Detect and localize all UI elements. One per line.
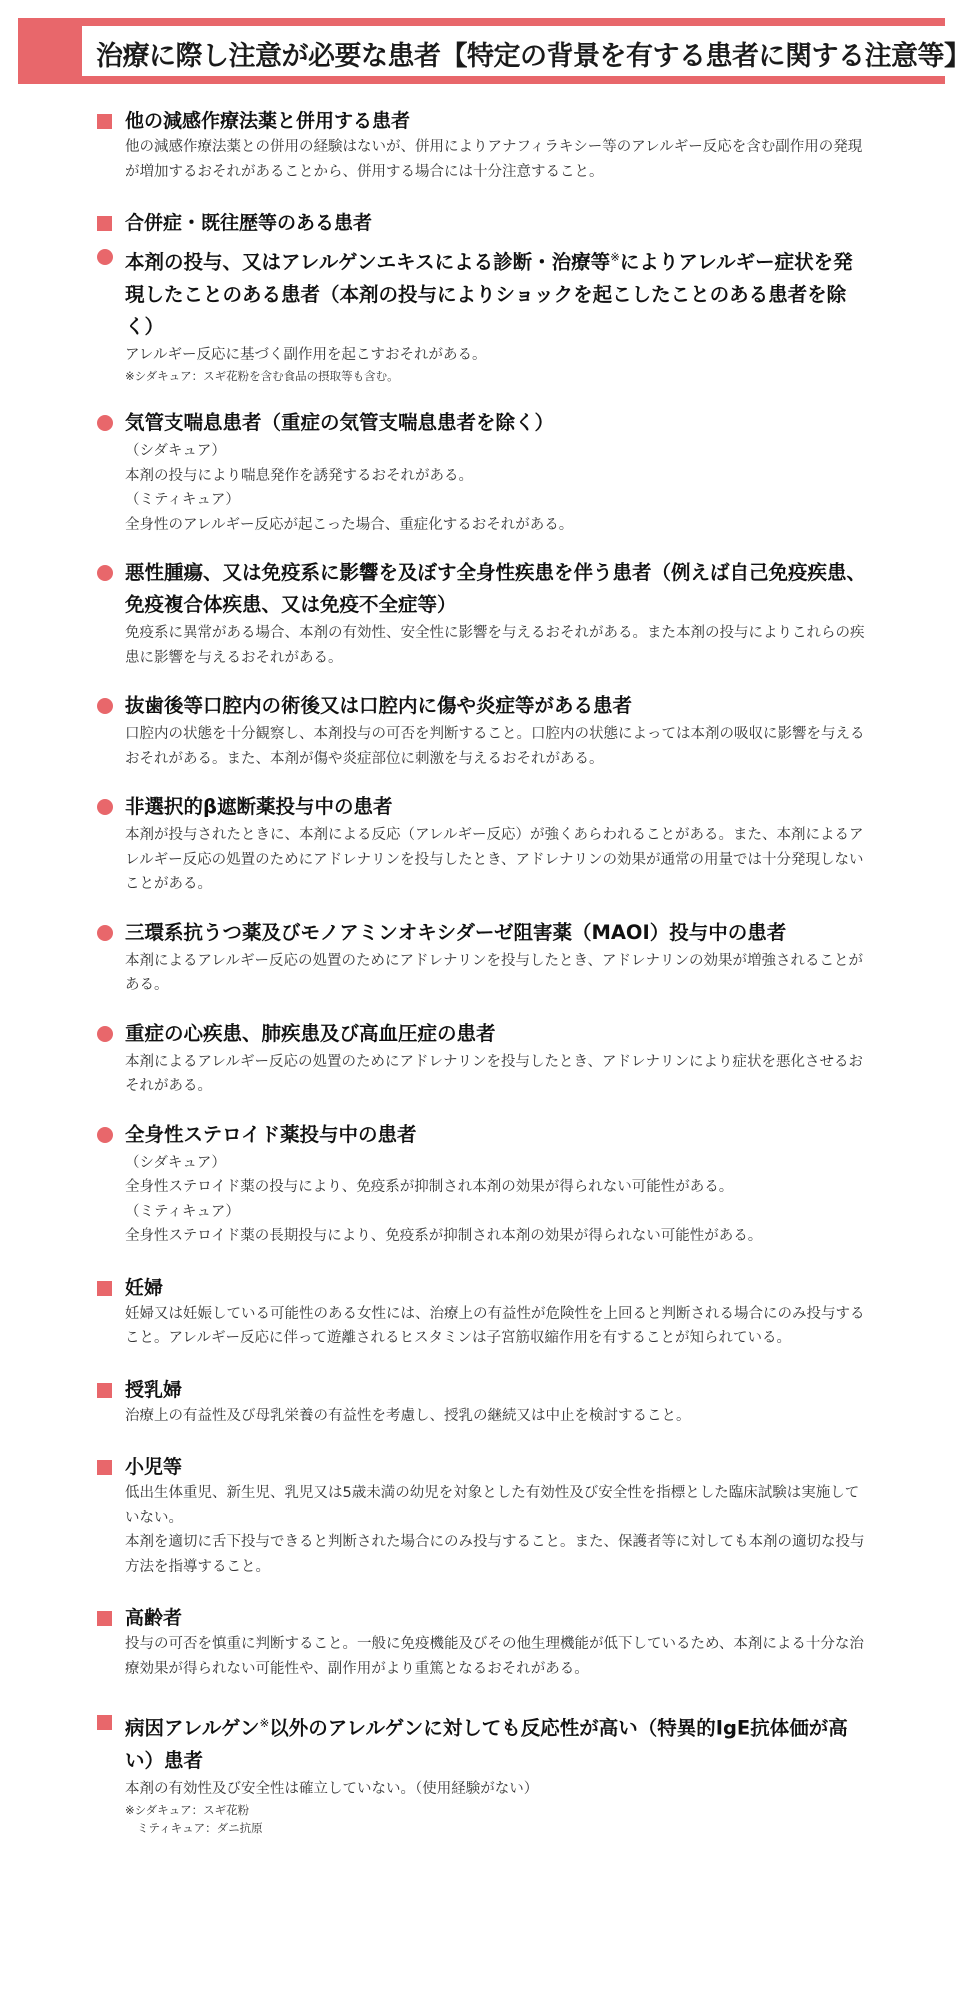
heading-text: 全身性ステロイド薬投与中の患者 (125, 1122, 417, 1146)
square-bullet-icon (97, 1383, 112, 1398)
subsection-oral-surgery (97, 690, 867, 771)
heading-text: 悪性腫瘍、又は免疫系に影響を及ぼす全身性疾患を伴う患者（例えば自己免疫疾患、免疫複合体疾患、又は免疫不全症等） (125, 561, 867, 616)
circle-bullet-icon (97, 1127, 113, 1143)
circle-bullet-icon (97, 925, 113, 941)
subsection-systemic-steroid (97, 1119, 867, 1249)
section-heading (97, 1707, 867, 1777)
subsection-body: 本剤の投与により喘息発作を誘発するおそれがある。 (125, 467, 473, 484)
section-heading-text: 高齢者 (125, 1607, 183, 1629)
main-content (97, 108, 867, 1863)
page-title: 治療に際し注意が必要な患者【特定の背景を有する患者に関する注意等】 (96, 41, 971, 72)
product-label: （ミティキュア） (125, 492, 240, 508)
section-body: 投与の可否を慎重に判断すること。一般に免疫機能及びその他生理機能が低下しているため、本剤による十分な治療効果が得られない可能性や、副作用がより重篤となるおそれがある。 (125, 1636, 864, 1677)
heading-text: 抜歯後等口腔内の術後又は口腔内に傷や炎症等がある患者 (125, 694, 633, 717)
subsection-body: 本剤によるアレルギー反応の処置のためにアドレナリンを投与したとき、アドレナリンの効果が増強されることがある。 (125, 952, 863, 993)
subsection-cardiac-pulmonary (97, 1018, 867, 1099)
subsection-heading (97, 241, 867, 343)
section-heading (97, 1454, 867, 1481)
square-bullet-icon (97, 1460, 112, 1475)
heading-text: 非選択的β遮断薬投与中の患者 (125, 795, 393, 818)
product-label: （ミティキュア） (125, 1203, 240, 1220)
section-lactating (97, 1377, 867, 1429)
circle-bullet-icon (97, 698, 113, 714)
heading-text: 重症の心疾患、肺疾患及び高血圧症の患者 (125, 1021, 496, 1045)
subsection-body: アレルギー反応に基づく副作用を起こすおそれがある。 (125, 346, 487, 363)
circle-bullet-icon (97, 415, 113, 431)
heading-part: 本剤の投与、又はアレルゲンエキスによる診断・治療等 (125, 250, 611, 274)
subsection-body: 本剤によるアレルギー反応の処置のためにアドレナリンを投与したとき、アドレナリンにより症状を悪化させるおそれがある。 (125, 1053, 863, 1094)
subsection-heading (97, 1119, 867, 1151)
subsection-body: 全身性のアレルギー反応が起こった場合、重症化するおそれがある。 (125, 516, 574, 533)
circle-bullet-icon (97, 1026, 113, 1042)
subsection-malignancy-immune (97, 557, 867, 670)
section-body: 妊婦又は妊娠している可能性のある女性には、治療上の有益性が危険性を上回ると判断される場合にのみ投与すること。アレルギー反応に伴って遊離されるヒスタミンは子宮筋収縮作用を有することが知られている。 (125, 1305, 865, 1346)
section-heading (97, 1377, 867, 1404)
section-elderly (97, 1605, 867, 1681)
section-pediatric (97, 1454, 867, 1579)
product-label: （シダキュア） (125, 443, 226, 459)
subsection-heading (97, 917, 867, 949)
section-heading-text: 小児等 (125, 1456, 183, 1478)
section-complications-history (97, 210, 867, 1249)
section-heading (97, 1275, 867, 1302)
section-heading-text: 妊婦 (125, 1276, 164, 1299)
heading-text: 気管支喘息患者（重症の気管支喘息患者を除く） (125, 411, 555, 434)
footnote: ※シダキュア：スギ花粉 (125, 1803, 250, 1817)
square-bullet-icon (97, 1611, 112, 1626)
subsection-body: 全身性ステロイド薬の長期投与により、免疫系が抑制され本剤の効果が得られない可能性がある。 (125, 1228, 763, 1244)
circle-bullet-icon (97, 249, 113, 265)
circle-bullet-icon (97, 565, 113, 581)
footnote: ※シダキュア：スギ花粉を含む食品の摂取等も含む。 (125, 369, 399, 383)
subsection-heading (97, 557, 867, 621)
subsection-heading (97, 407, 867, 439)
square-bullet-icon (97, 1281, 112, 1296)
section-concomitant-desensitization (97, 108, 867, 184)
section-heading-text: 他の減感作療法薬と併用する患者 (125, 110, 411, 132)
subsection-beta-blocker (97, 791, 867, 897)
subsection-allergy-history (97, 241, 867, 385)
footnote-mark: ※ (610, 250, 620, 264)
page-header (18, 18, 971, 84)
subsection-body: 本剤が投与されたときに、本剤による反応（アレルギー反応）が強くあらわれることがある。また、本剤によるアレルギー反応の処置のためにアドレナリンを投与したとき、アドレナリンの効果が通常の用量では十分発現しないことがある。 (125, 827, 864, 892)
subsection-heading (97, 791, 867, 823)
section-heading (97, 210, 867, 237)
subsection-asthma (97, 407, 867, 537)
circle-bullet-icon (97, 799, 113, 815)
subsection-heading (97, 1018, 867, 1050)
section-heading (97, 108, 867, 135)
heading-part: 以外のアレルゲンに対しても反応性が高い（特異的IgE抗体価が高い）患者 (125, 1716, 848, 1772)
subsection-heading (97, 690, 867, 722)
section-body: 治療上の有益性及び母乳栄養の有益性を考慮し、授乳の継続又は中止を検討すること。 (125, 1407, 691, 1424)
section-heading-text: 合併症・既往歴等のある患者 (125, 212, 373, 234)
square-bullet-icon (97, 114, 112, 129)
square-bullet-icon (97, 216, 112, 231)
subsection-body: 全身性ステロイド薬の投与により、免疫系が抑制され本剤の効果が得られない可能性がある。 (125, 1179, 734, 1195)
square-bullet-icon (97, 1715, 112, 1730)
footnote-mark: ※ (259, 1716, 270, 1730)
footnote: ミティキュア：ダニ抗原 (137, 1821, 263, 1835)
subsection-body: 口腔内の状態を十分観察し、本剤投与の可否を判断すること。口腔内の状態によっては本剤の吸収に影響を与えるおそれがある。また、本剤が傷や炎症部位に刺激を与えるおそれがある。 (125, 726, 865, 767)
product-label: （シダキュア） (125, 1154, 226, 1171)
section-body: 本剤の有効性及び安全性は確立していない。（使用経験がない） (125, 1780, 539, 1797)
section-body: 本剤を適切に舌下投与できると判断された場合にのみ投与すること。また、保護者等に対しても本剤の適切な投与方法を指導すること。 (125, 1534, 865, 1575)
section-body: 低出生体重児、新生児、乳児又は5歳未満の幼児を対象とした有効性及び安全性を指標とした臨床試験は実施していない。 (125, 1485, 860, 1526)
section-heading (97, 1605, 867, 1632)
section-body: 他の減感作療法薬との併用の経験はないが、併用によりアナフィラキシー等のアレルギー反応を含む副作用の発現が増加するおそれがあることから、併用する場合には十分注意すること。 (125, 139, 863, 180)
heading-text: 三環系抗うつ薬及びモノアミンオキシダーゼ阻害薬（MAOI）投与中の患者 (125, 920, 787, 944)
section-high-ige (97, 1707, 867, 1837)
subsection-tricyclic-maoi (97, 917, 867, 998)
section-pregnant (97, 1275, 867, 1351)
section-heading-text: 授乳婦 (125, 1378, 183, 1401)
subsection-body: 免疫系に異常がある場合、本剤の有効性、安全性に影響を与えるおそれがある。また本剤の投与によりこれらの疾患に影響を与えるおそれがある。 (125, 625, 865, 666)
heading-part: によりアレルギー症状を発現したことのある患者（本剤の投与によりショックを起こしたことのある患者を除く） (125, 250, 853, 338)
heading-part: 病因アレルゲン (125, 1716, 260, 1740)
